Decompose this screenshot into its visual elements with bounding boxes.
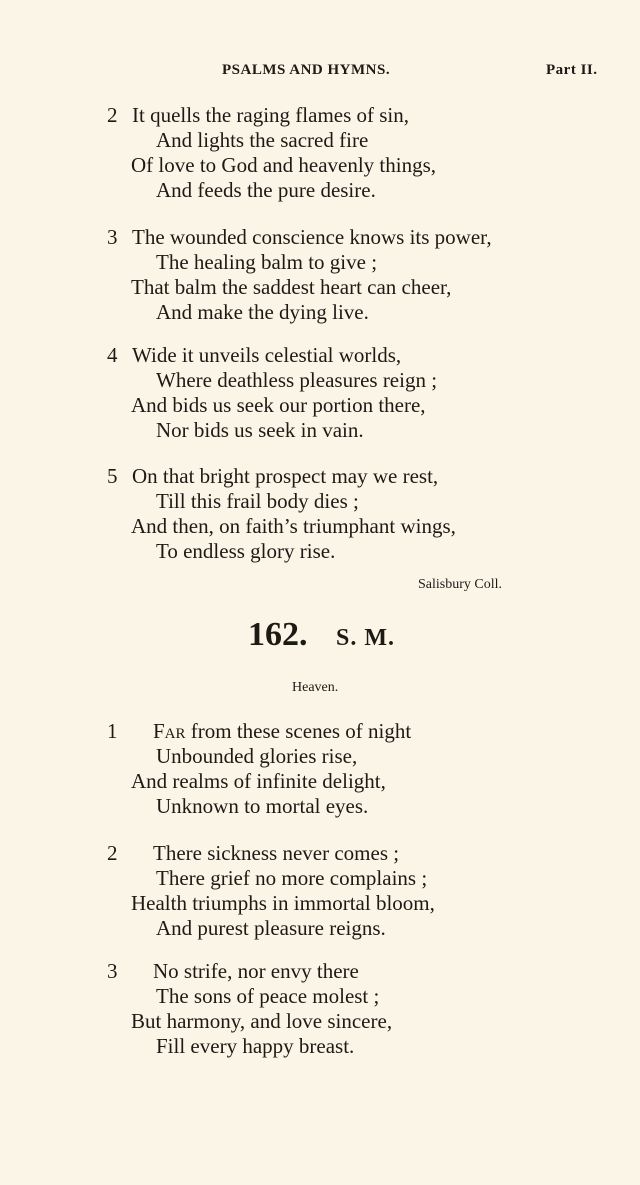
verse-line: Unknown to mortal eyes. <box>156 794 369 818</box>
hymn-number: 162. <box>248 616 308 653</box>
hymn-meter: S. M. <box>336 625 395 651</box>
verse-line: And realms of infinite delight, <box>131 769 386 793</box>
stanza-number: 3 <box>107 225 118 249</box>
stanza-number: 1 <box>107 719 118 743</box>
first-word-small-caps: Far <box>153 719 186 743</box>
verse-line: Wide it unveils celestial worlds, <box>132 343 402 367</box>
verse-line: No strife, nor envy there <box>153 959 359 983</box>
verse-line-first <box>153 718 411 744</box>
verse-line: Nor bids us seek in vain. <box>156 418 364 442</box>
verse-line: And then, on faith’s triumphant wings, <box>131 514 456 538</box>
verse-line: The healing balm to give ; <box>156 250 378 274</box>
verse-line-rest: from these scenes of night <box>185 719 412 743</box>
hymn-subject: Heaven. <box>292 680 339 695</box>
running-head-title: PSALMS AND HYMNS. <box>222 62 391 78</box>
verse-line: The sons of peace molest ; <box>156 984 380 1008</box>
stanza-number: 2 <box>107 841 118 865</box>
verse-line: The wounded conscience knows its power, <box>132 225 492 249</box>
verse-line: To endless glory rise. <box>156 539 336 563</box>
hymn-heading <box>0 616 640 660</box>
verse-line: Where deathless pleasures reign ; <box>156 368 438 392</box>
verse-line: It quells the raging flames of sin, <box>132 103 410 127</box>
verse-line: And lights the sacred fire <box>156 128 369 152</box>
verse-line: And bids us seek our portion there, <box>131 393 426 417</box>
stanza-number: 2 <box>107 103 118 127</box>
verse-line: Fill every happy breast. <box>156 1034 355 1058</box>
attribution: Salisbury Coll. <box>418 577 503 592</box>
verse-line: And make the dying live. <box>156 300 369 324</box>
verse-line: That balm the saddest heart can cheer, <box>131 275 452 299</box>
verse-line: And feeds the pure desire. <box>156 178 376 202</box>
stanza-number: 3 <box>107 959 118 983</box>
verse-line: Of love to God and heavenly things, <box>131 153 437 177</box>
verse-line: But harmony, and love sincere, <box>131 1009 393 1033</box>
verse-line: Till this frail body dies ; <box>156 489 359 513</box>
verse-line: There grief no more complains ; <box>156 866 428 890</box>
stanza-number: 5 <box>107 464 118 488</box>
verse-line: And purest pleasure reigns. <box>156 916 386 940</box>
verse-line: There sickness never comes ; <box>153 841 400 865</box>
stanza-number: 4 <box>107 343 118 367</box>
verse-line: Health triumphs in immortal bloom, <box>131 891 435 915</box>
running-head <box>0 62 640 86</box>
verse-line: Unbounded glories rise, <box>156 744 358 768</box>
verse-line: On that bright prospect may we rest, <box>132 464 439 488</box>
running-head-part: Part II. <box>546 62 598 78</box>
